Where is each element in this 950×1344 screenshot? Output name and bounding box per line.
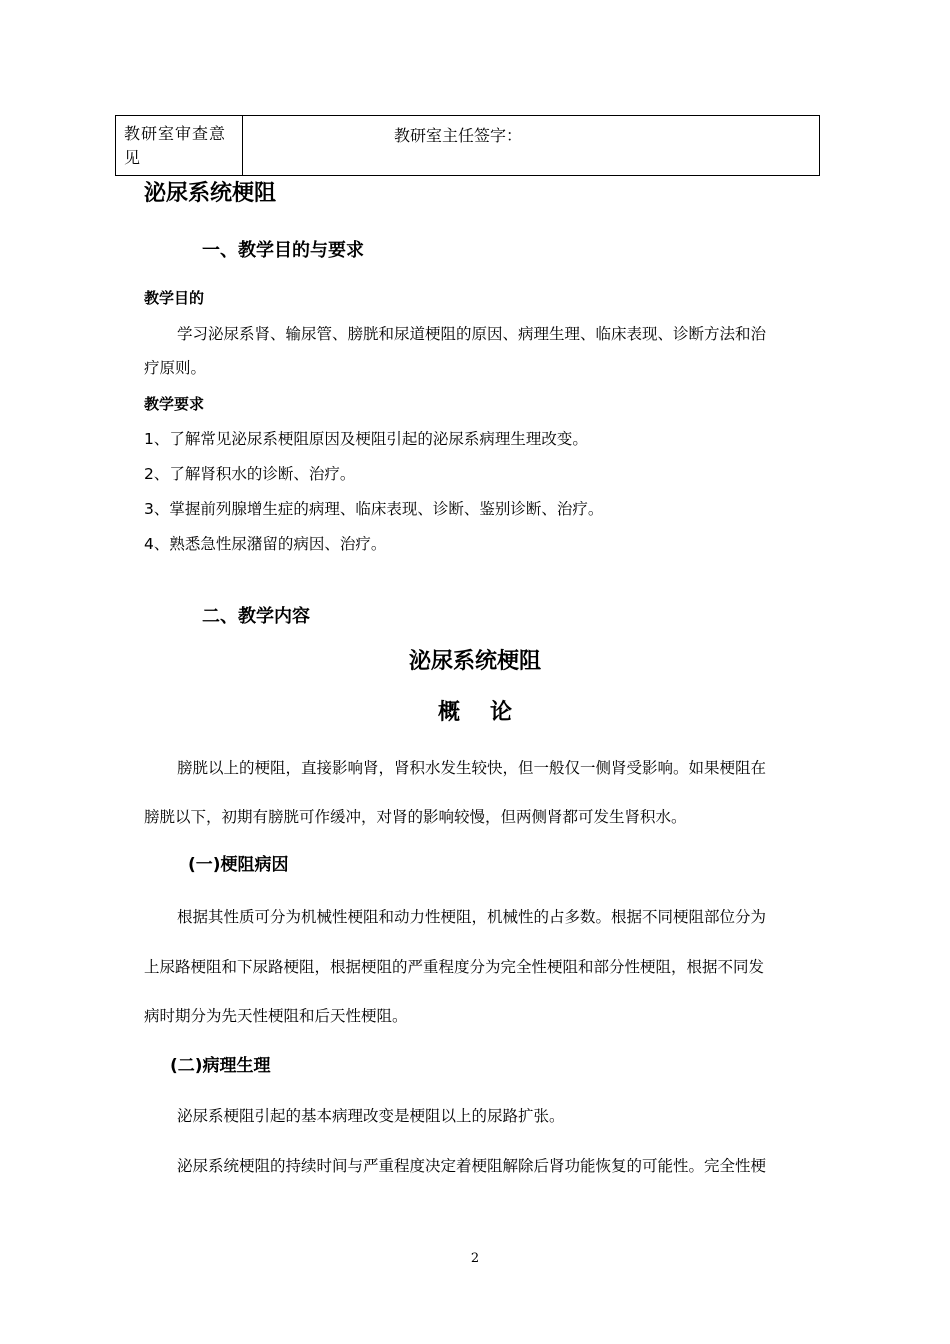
director-signature-label: 教研室主任签字：: [394, 126, 523, 145]
review-table: [115, 115, 820, 176]
cause-line-2: 上尿路梗阻和下尿路梗阻，根据梗阻的严重程度分为完全性梗阻和部分性梗阻，根据不同发: [144, 958, 765, 976]
pathophysiology-heading: (二)病理生理: [170, 1056, 271, 1076]
content-subtitle: 概论: [437, 700, 542, 725]
requirement-item: 4、熟悉急性尿潴留的病因、治疗。: [144, 535, 387, 553]
purpose-heading: 教学目的: [144, 289, 205, 307]
purpose-line-1: 学习泌尿系肾、输尿管、膀胱和尿道梗阻的原因、病理生理、临床表现、诊断方法和治: [177, 325, 767, 343]
table-divider: [242, 116, 243, 175]
page-number: 2: [470, 1251, 480, 1266]
intro-line-2: 膀胱以下，初期有膀胱可作缓冲，对肾的影响较慢，但两侧肾都可发生肾积水。: [144, 808, 687, 826]
patho-line-1: 泌尿系梗阻引起的基本病理改变是梗阻以上的尿路扩张。: [177, 1107, 565, 1125]
purpose-line-2: 疗原则。: [144, 359, 207, 377]
requirement-item: 1、了解常见泌尿系梗阻原因及梗阻引起的泌尿系病理生理改变。: [144, 430, 588, 448]
page-title: 泌尿系统梗阻: [144, 181, 277, 206]
section-heading-objectives: 一、教学目的与要求: [202, 240, 364, 261]
cause-heading: (一)梗阻病因: [188, 855, 289, 875]
section-heading-content: 二、教学内容: [202, 606, 310, 627]
requirement-item: 3、掌握前列腺增生症的病理、临床表现、诊断、鉴别诊断、治疗。: [144, 500, 604, 518]
requirements-heading: 教学要求: [144, 395, 205, 413]
review-label: 教研室审查意见: [124, 124, 227, 167]
intro-line-1: 膀胱以上的梗阻，直接影响肾，肾积水发生较快，但一般仅一侧肾受影响。如果梗阻在: [177, 759, 767, 777]
cause-line-3: 病时期分为先天性梗阻和后天性梗阻。: [144, 1007, 408, 1025]
cause-line-1: 根据其性质可分为机械性梗阻和动力性梗阻，机械性的占多数。根据不同梗阻部位分为: [177, 908, 767, 926]
patho-line-2: 泌尿系统梗阻的持续时间与严重程度决定着梗阻解除后肾功能恢复的可能性。完全性梗: [177, 1157, 767, 1175]
content-title: 泌尿系统梗阻: [408, 649, 541, 674]
requirement-item: 2、了解肾积水的诊断、治疗。: [144, 465, 356, 483]
